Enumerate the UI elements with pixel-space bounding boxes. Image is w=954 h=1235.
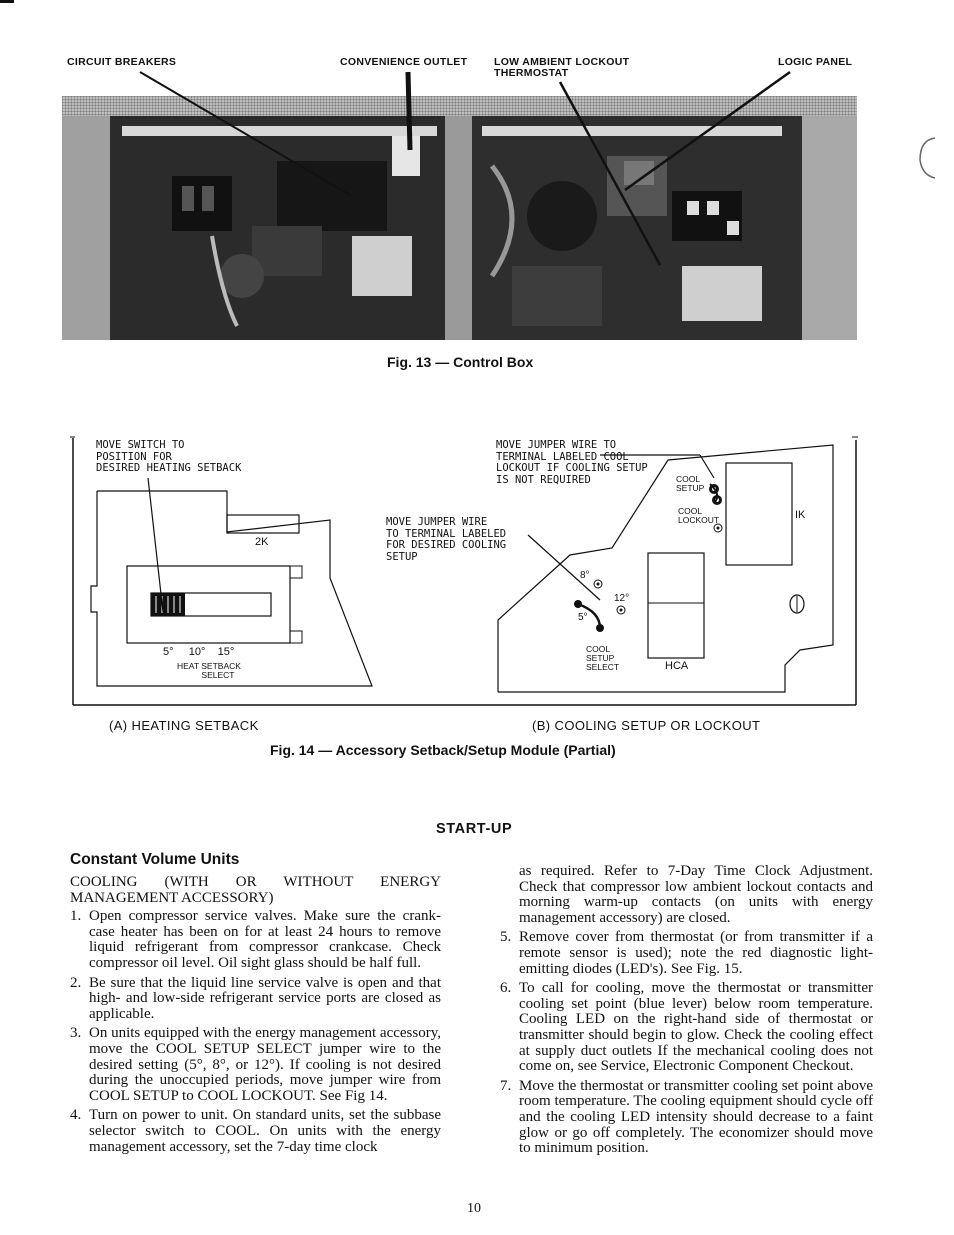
heating-setback-line-1: MOVE SWITCH TO	[96, 439, 185, 451]
step-text: To call for cooling, move the thermostat or transmitter cooling set point (blue lever) below room temperature. Cooling LED on the right-hand side of thermostat or transmitter should begin to glow. Check the cooling effect at supply duct outlets If the mechanical cooling does not come on, see Service, Electronic Component Checkout.	[519, 980, 873, 1075]
cool-lockout-terminal-line-1: COOL	[678, 506, 703, 516]
steps-list-right	[500, 930, 873, 1156]
list-item	[70, 1108, 441, 1155]
callout-low-ambient-lockout: LOW AMBIENT LOCKOUT	[494, 56, 630, 68]
cooling-heading: COOLING (WITH OR WITHOUT ENERGY MANAGEMENT ACCESSORY)	[70, 874, 441, 906]
step-number: 3.	[70, 1025, 82, 1042]
cool-setup-line-4: SETUP	[386, 550, 418, 563]
deg-12-label: 12°	[614, 593, 630, 604]
step-4-continued: as required. Refer to 7-Day Time Clock Adjustment. Check that compressor low ambient lockout contacts and morning warm-up contacts (on units with energy management accessory) are closed.	[519, 863, 873, 926]
list-item	[70, 909, 441, 971]
step-text: Move the thermostat or transmitter cooling set point above room temperature. The cooling equipment should cycle off and the cooling LED intensity should decrease to a faint glow or go off completely. The economizer should move to minimum position.	[519, 1077, 873, 1157]
hca-label: HCA	[665, 660, 689, 672]
step-number: 1.	[70, 908, 82, 925]
cool-setup-line-2: TO TERMINAL LABELED	[386, 527, 507, 540]
right-column	[500, 864, 873, 1161]
cool-setup-terminal-line-1: COOL	[676, 474, 701, 484]
left-column	[70, 875, 441, 1159]
cool-lockout-line-3: LOCKOUT IF COOLING SETUP	[496, 462, 648, 474]
cool-setup-select-line-2: SETUP	[586, 653, 615, 663]
heating-setback-instruction	[96, 440, 241, 475]
cool-setup-select-label	[586, 645, 619, 672]
heating-setback-line-2: POSITION FOR	[96, 450, 172, 463]
section-title: START-UP	[436, 821, 513, 837]
relay-2k-label: 2K	[255, 536, 269, 548]
list-item	[500, 981, 873, 1075]
step-number: 5.	[500, 929, 512, 946]
subsection-title: Constant Volume Units	[70, 851, 240, 868]
relay-ik-label: IK	[795, 509, 806, 521]
cool-setup-select-line-3: SELECT	[586, 662, 620, 672]
callout-circuit-breakers: CIRCUIT BREAKERS	[67, 56, 177, 68]
step-text: Be sure that the liquid line service valve is open and that high- and low-side refrigerant service ports are closed as applicable.	[89, 974, 441, 1022]
heat-setback-select-label	[177, 662, 241, 680]
cool-setup-terminal-label	[676, 475, 704, 493]
cool-setup-select-line-1: COOL	[586, 644, 611, 654]
list-item	[500, 930, 873, 977]
callout-convenience-outlet: CONVENIENCE OUTLET	[340, 56, 468, 68]
cool-lockout-terminal-line-2: LOCKOUT	[678, 515, 720, 525]
cool-setup-line-3: FOR DESIRED COOLING	[386, 539, 507, 551]
list-item	[70, 1026, 441, 1104]
step-number: 6.	[500, 980, 512, 997]
callout-low-ambient-thermostat: THERMOSTAT	[494, 67, 569, 79]
deg-8-label: 8°	[580, 570, 590, 581]
cool-lockout-line-1: MOVE JUMPER WIRE TO	[496, 439, 617, 451]
cool-lockout-instruction	[496, 440, 648, 486]
cool-setup-terminal-line-2: SETUP	[676, 483, 705, 493]
heating-setback-line-3: DESIRED HEATING SETBACK	[96, 462, 242, 474]
subcaption-heating-setback: (A) HEATING SETBACK	[109, 718, 259, 733]
callout-logic-panel: LOGIC PANEL	[778, 56, 853, 68]
cool-setup-instruction	[386, 517, 506, 563]
step-text: Open compressor service valves. Make sure the crank-case heater has been on for at least 24 hours to remove liquid refrigerant from compressor crankcase. Check compressor oil level. Oil sight glass should be half full.	[89, 908, 441, 971]
heat-setback-select-line-1: HEAT SETBACK	[177, 661, 241, 671]
steps-list-left	[70, 909, 441, 1155]
list-item	[500, 1079, 873, 1157]
fig13-caption: Fig. 13 — Control Box	[387, 354, 534, 370]
subcaption-cooling-setup: (B) COOLING SETUP OR LOCKOUT	[532, 718, 761, 733]
deg-5-label: 5°	[578, 612, 588, 623]
step-number: 4.	[70, 1107, 82, 1124]
cool-lockout-line-2: TERMINAL LABELED COOL	[496, 450, 629, 463]
cool-lockout-terminal-label	[678, 507, 719, 525]
fig14-caption: Fig. 14 — Accessory Setback/Setup Module (Partial)	[270, 742, 616, 758]
cool-setup-line-1: MOVE JUMPER WIRE	[386, 516, 488, 528]
step-number: 7.	[500, 1077, 512, 1094]
step-number: 2.	[70, 974, 82, 991]
list-item	[70, 976, 441, 1023]
step-text: Remove cover from thermostat (or from transmitter if a remote sensor is used); note the red diagnostic light-emitting diodes (LED's). See Fig. 15.	[519, 929, 873, 977]
step-text: On units equipped with the energy management accessory, move the COOL SETUP SELECT jumper wire to the desired setting (5°, 8°, or 12°). If cooling is not desired during the unoccupied periods, move jumper wire from COOL SETUP to COOL LOCKOUT. See Fig 14.	[89, 1025, 441, 1104]
page-number: 10	[467, 1201, 481, 1216]
cool-lockout-line-4: IS NOT REQUIRED	[496, 473, 591, 486]
step-text: Turn on power to unit. On standard units, set the subbase selector switch to COOL. On units with the energy management accessory, set the 7-day time clock	[89, 1107, 441, 1155]
heat-setback-ticks: 5° 10° 15°	[163, 646, 235, 658]
heat-setback-select-line-2: SELECT	[201, 670, 235, 680]
